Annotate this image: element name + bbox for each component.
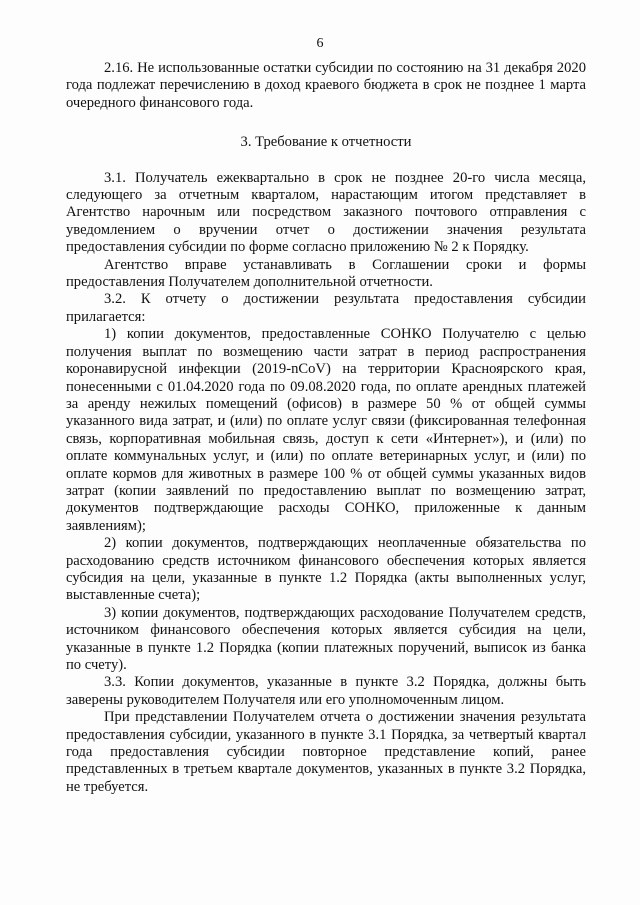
paragraph-3-3-continued: При представлении Получателем отчета о достижении значения результата предоставления субсидии, указанного в пункте 3.1 Порядка, за четвертый квартал года предоставления субсидии повторное представление копий, ранее представленных в третьем квартале документов, указанных в пункте 3.2 Порядка, не требуется. [66, 709, 586, 795]
paragraph-3-3: 3.3. Копии документов, указанные в пункте 3.2 Порядка, должны быть заверены руководителем Получателя или его уполномоченным лицом. [66, 674, 586, 708]
document-body [66, 60, 586, 796]
list-item-2: 2) копии документов, подтверждающих неоплаченные обязательства по расходованию средств источником финансового обеспечения которых является субсидия на цели, указанные в пункте 1.2 Порядка (акты выполненных услуг, выставленные счета); [66, 535, 586, 604]
paragraph-3-2: 3.2. К отчету о достижении результата предоставления субсидии прилагается: [66, 291, 586, 325]
paragraph-3-1: 3.1. Получатель ежеквартально в срок не позднее 20-го числа месяца, следующего за отчетным кварталом, нарастающим итогом представляет в Агентство нарочным или посредством заказного почтового отправления с уведомлением о вручении отчет о достижении значения результата предоставления субсидии по форме согласно приложению № 2 к Порядку. [66, 169, 586, 256]
list-item-3: 3) копии документов, подтверждающих расходование Получателем средств, источником финансового обеспечения которых является субсидия на цели, указанные в пункте 1.2 Порядка (копии платежных поручений, выписок из банка по счету). [66, 604, 586, 673]
paragraph-3-1-continued: Агентство вправе устанавливать в Соглашении сроки и формы предоставления Получателем дополнительной отчетности. [66, 256, 586, 291]
section-heading-3: 3. Требование к отчетности [240, 134, 412, 151]
paragraph-2-16: 2.16. Не использованные остатки субсидии по состоянию на 31 декабря 2020 года подлежат перечислению в доход краевого бюджета в срок не позднее 1 марта очередного финансового года. [66, 60, 586, 111]
page-number: 6 [316, 36, 324, 51]
list-item-1: 1) копии документов, предоставленные СОНКО Получателю с целью получения выплат по возмещению части затрат в период распространения коронавирусной инфекции (2019-nCoV) на территории Красноярского края, понесенными с 01.04.2020 года по 09.08.2020 года, по оплате арендных платежей за аренду нежилых помещений (офисов) в размере 50 % от общей суммы указанного вида затрат, и (или) по оплате услуг связи (фиксированная телефонная связь, корпоративная мобильная связь, доступ к сети «Интернет»), и (или) по оплате коммунальных услуг, и (или) по оплате ветеринарных услуг, и (или) по оплате кормов для животных в размере 100 % от общей суммы указанных видов затрат (копии заявлений по предоставлению выплат по возмещению затрат, документов подтверждающие расходы СОНКО, приложенные к данным заявлениям); [66, 326, 586, 534]
